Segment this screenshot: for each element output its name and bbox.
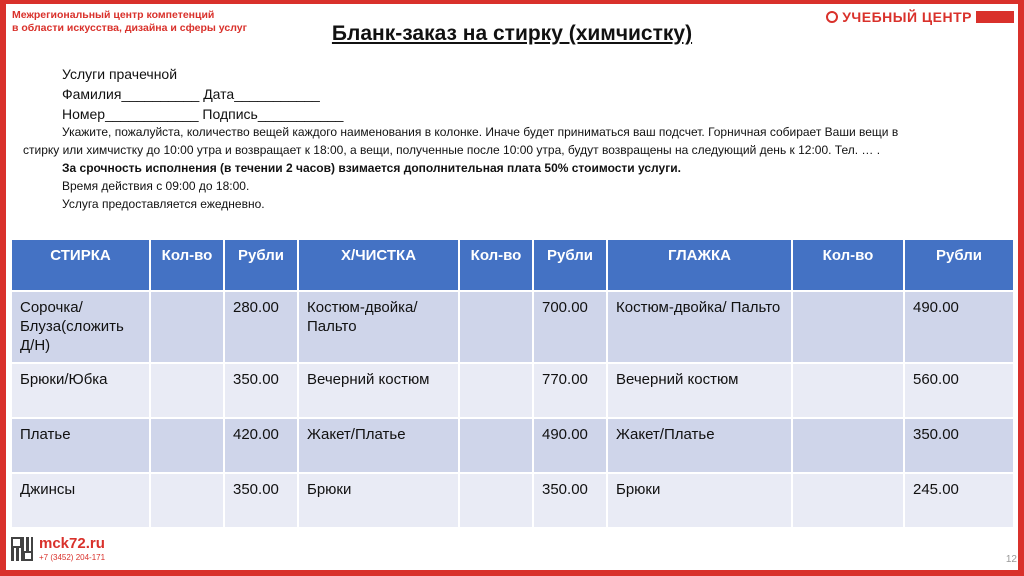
qty-cell[interactable] (150, 473, 224, 528)
item-cell: Вечерний костюм (607, 363, 792, 418)
price-cell: 420.00 (224, 418, 298, 473)
footer-phone: +7 (3452) 204-171 (39, 553, 106, 562)
qty-cell[interactable] (459, 363, 533, 418)
order-form-fields (62, 64, 343, 124)
item-cell: Джинсы (11, 473, 150, 528)
qty-cell[interactable] (150, 418, 224, 473)
qty-cell[interactable] (792, 363, 904, 418)
qty-cell[interactable] (150, 291, 224, 363)
item-cell: Сорочка/ Блуза(сложить Д/Н) (11, 291, 150, 363)
table-row (11, 473, 1014, 528)
table-row (11, 418, 1014, 473)
footer-site[interactable]: mck72.ru (39, 535, 105, 552)
header-rub: Рубли (904, 239, 1014, 291)
header-qty: Кол-во (459, 239, 533, 291)
price-cell: 245.00 (904, 473, 1014, 528)
item-cell: Костюм-двойка/ Пальто (607, 291, 792, 363)
surname-date-line: Фамилия__________ Дата___________ (62, 86, 320, 102)
price-cell: 490.00 (904, 291, 1014, 363)
urgent-note: За срочность исполнения (в течении 2 часов) взимается дополнительная плата 50% стоимости услуги. (62, 161, 681, 175)
header-rub: Рубли (533, 239, 607, 291)
instructions (23, 123, 903, 213)
table-row (11, 363, 1014, 418)
hours-note: Время действия с 09:00 до 18:00. (62, 179, 250, 193)
table-row (11, 291, 1014, 363)
item-cell: Жакет/Платье (607, 418, 792, 473)
qty-cell[interactable] (459, 473, 533, 528)
room-signature-line: Номер____________ Подпись___________ (62, 106, 344, 122)
header-wash: СТИРКА (11, 239, 150, 291)
price-cell: 350.00 (224, 363, 298, 418)
qty-cell[interactable] (792, 291, 904, 363)
qty-cell[interactable] (150, 363, 224, 418)
qty-cell[interactable] (459, 418, 533, 473)
page-title: Бланк-заказ на стирку (химчистку) (331, 22, 693, 45)
service-label: Услуги прачечной (62, 66, 178, 82)
price-table (10, 238, 1015, 529)
price-cell: 770.00 (533, 363, 607, 418)
qty-cell[interactable] (792, 418, 904, 473)
price-cell: 490.00 (533, 418, 607, 473)
item-cell: Костюм-двойка/ Пальто (298, 291, 459, 363)
price-cell: 350.00 (904, 418, 1014, 473)
price-cell: 350.00 (533, 473, 607, 528)
org-line-1: Межрегиональный центр компетенций (12, 9, 215, 21)
item-cell: Вечерний костюм (298, 363, 459, 418)
daily-note: Услуга предоставляется ежедневно. (62, 197, 265, 211)
header-ironing: ГЛАЖКА (607, 239, 792, 291)
price-cell: 350.00 (224, 473, 298, 528)
price-cell: 560.00 (904, 363, 1014, 418)
brand-name: УЧЕБНЫЙ ЦЕНТР (842, 9, 972, 25)
header-dryclean: Х/ЧИСТКА (298, 239, 459, 291)
item-cell: Брюки (607, 473, 792, 528)
header-qty: Кол-во (792, 239, 904, 291)
instruction-text: Укажите, пожалуйста, количество вещей каждого наименования в колонке. Иначе будет приниматься ваш подсчет. Горничная собирает Ваши вещи в стирку или химчистку до 10:00 утра и возвращает к 18:00, а вещи, полученные после 10:00 утра, будут возвращены на следующий день к 12:00. Тел. … . (23, 125, 899, 157)
item-cell: Жакет/Платье (298, 418, 459, 473)
table-header-row (11, 239, 1014, 291)
qty-cell[interactable] (792, 473, 904, 528)
item-cell: Платье (11, 418, 150, 473)
item-cell: Брюки/Юбка (11, 363, 150, 418)
price-cell: 700.00 (533, 291, 607, 363)
page-number: 12 (1005, 554, 1017, 565)
qr-code-icon (11, 537, 33, 561)
item-cell: Брюки (298, 473, 459, 528)
qty-cell[interactable] (459, 291, 533, 363)
org-line-2: в области искусства, дизайна и сферы услуг (12, 22, 247, 34)
header-qty: Кол-во (150, 239, 224, 291)
header-rub: Рубли (224, 239, 298, 291)
price-cell: 280.00 (224, 291, 298, 363)
